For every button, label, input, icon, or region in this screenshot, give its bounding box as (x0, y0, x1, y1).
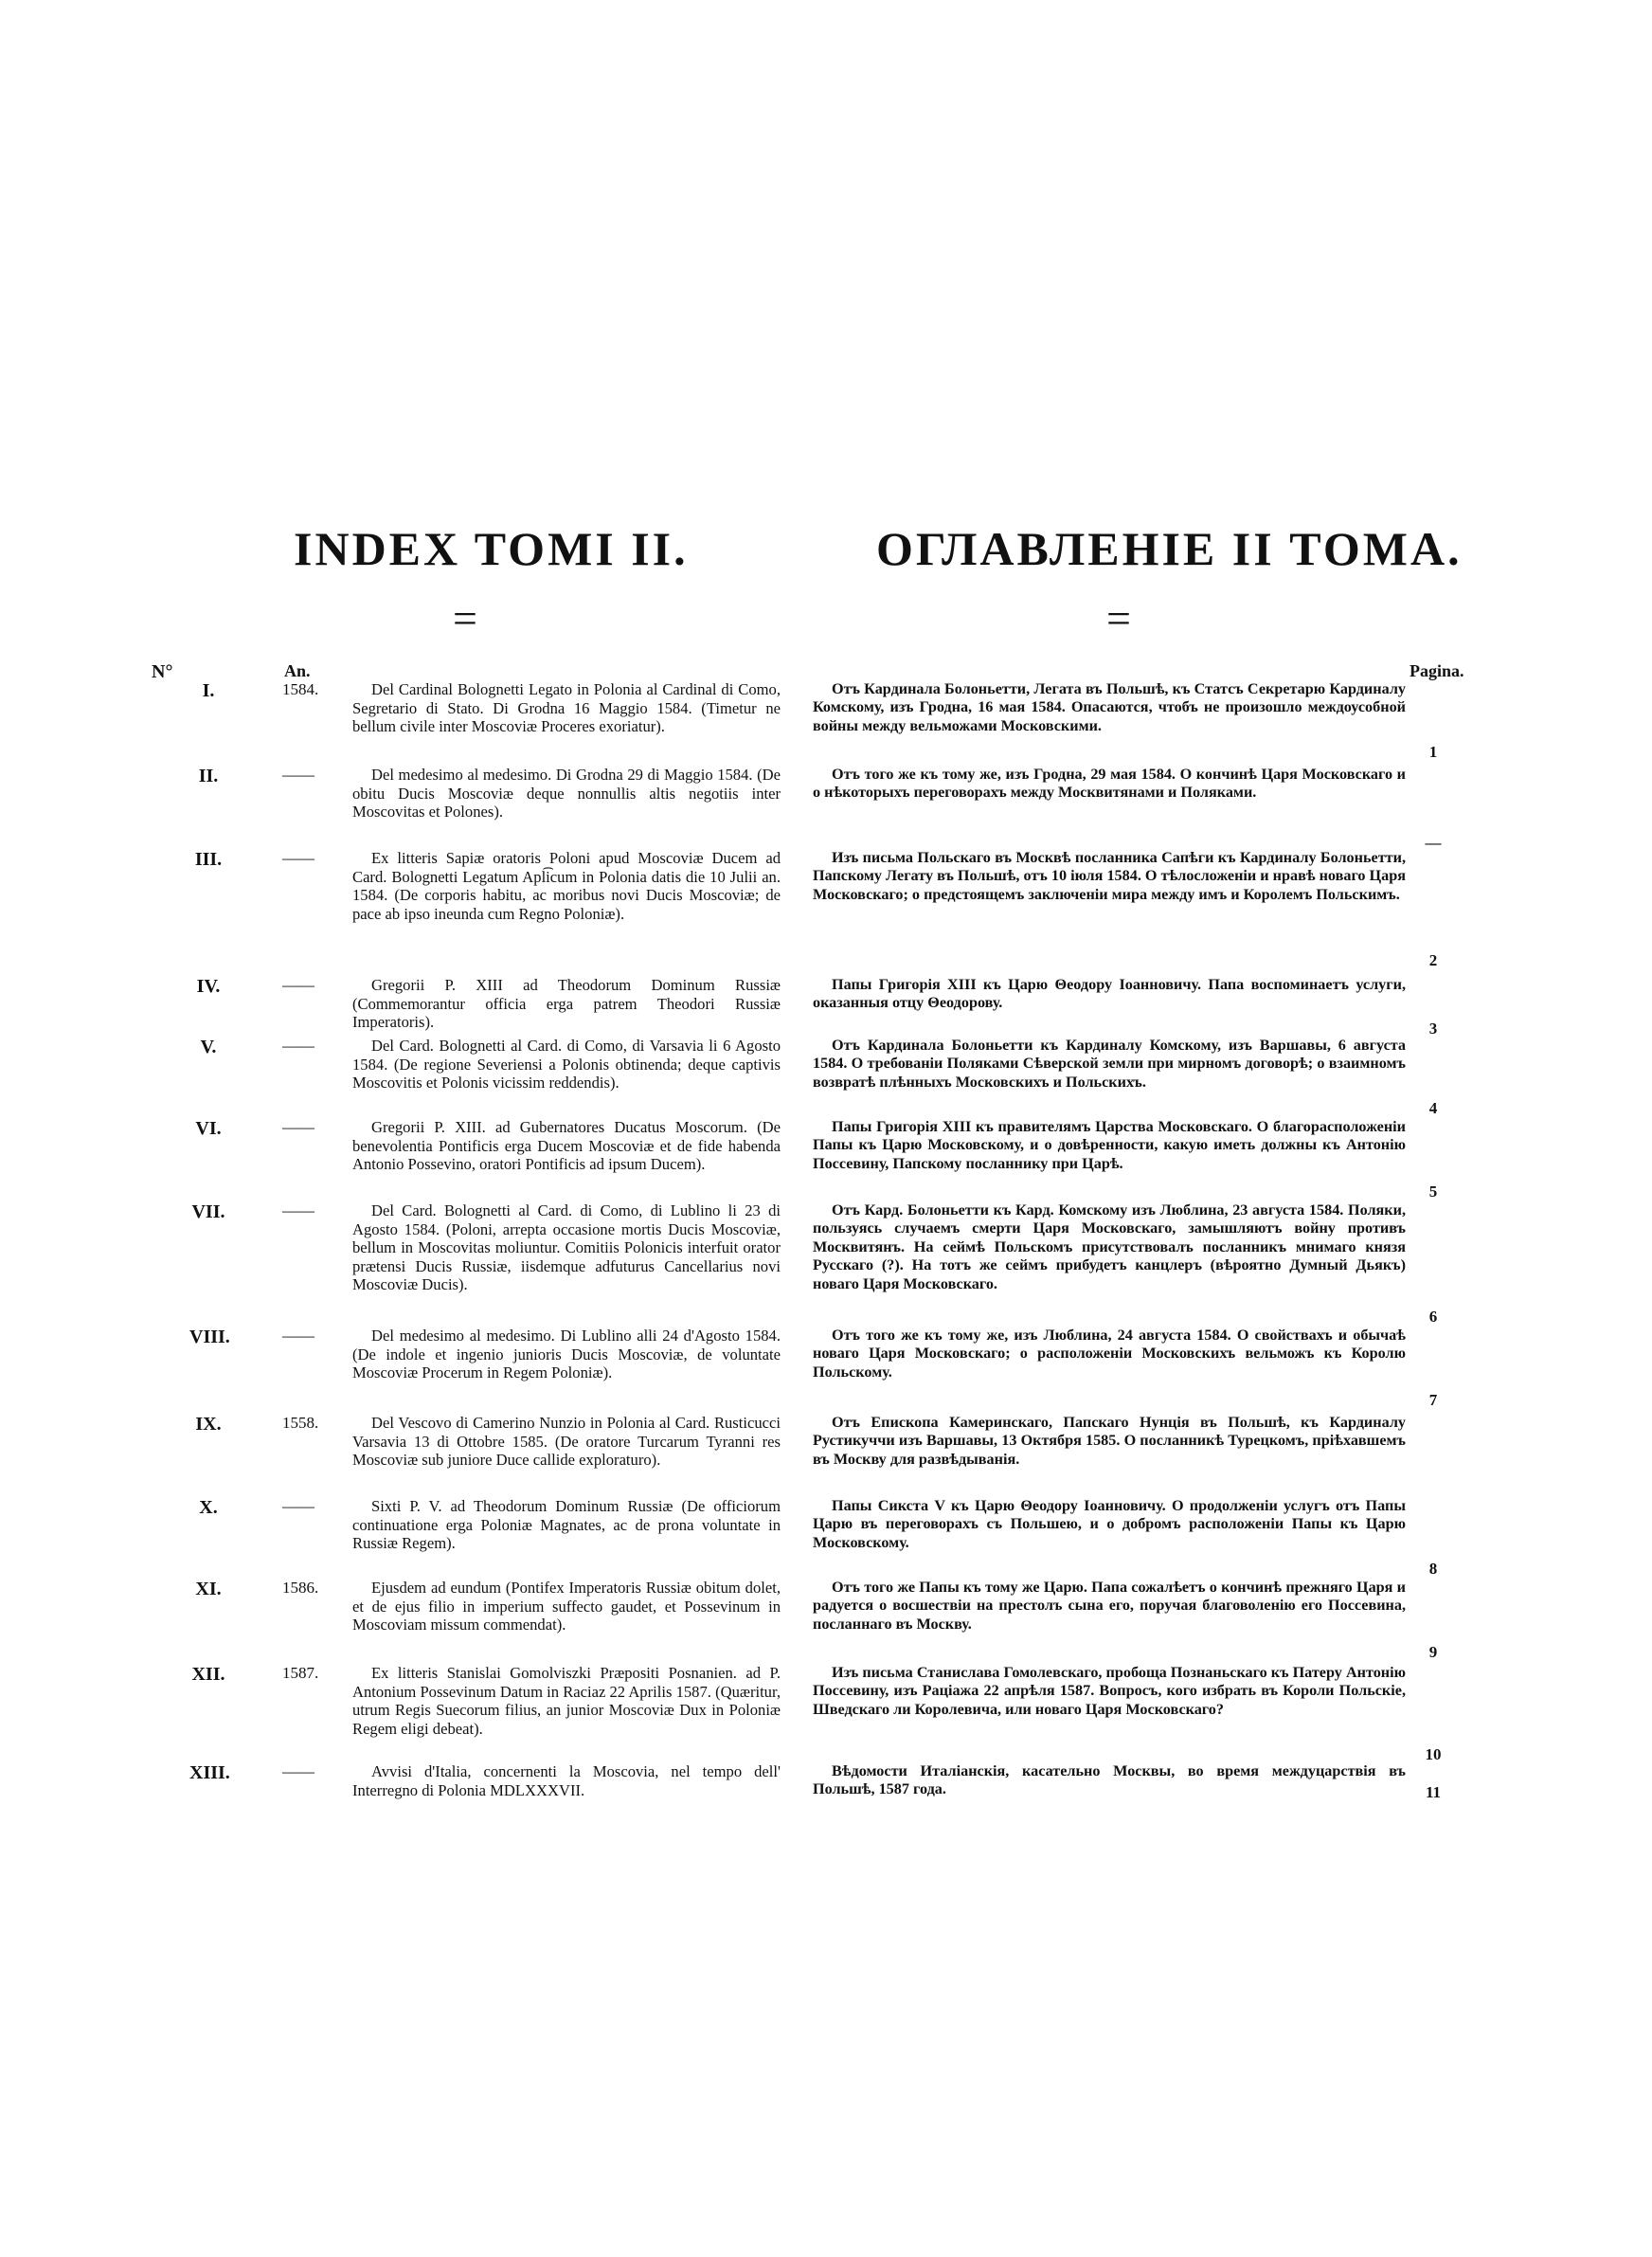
separator-right: = (1106, 594, 1131, 642)
entry-latin: Gregorii P. XIII. ad Gubernatores Ducatus Moscorum. (De benevolentia Pontificis erga Ducem Moscoviæ et de fide habenda Antonio Possevino, oratori Pontificis ad ipsum Ducem). (352, 1118, 781, 1174)
entry-number: V. (200, 1037, 217, 1057)
entry-year: 1586. (282, 1579, 319, 1597)
entry-latin: Sixti P. V. ad Theodorum Dominum Russiæ (De officiorum continuatione erga Poloniæ Magnates, ac de prona voluntate in Russiæ Regem). (352, 1497, 781, 1553)
title-latin: INDEX TOMI II. (294, 522, 689, 575)
entry-year: —— (282, 1762, 314, 1780)
entry-year: —— (282, 976, 314, 994)
entry-russian: Папы Григорія XIII къ правителямъ Царства Московскаго. О благорасположеніи Папы къ Царю Московскому, и о довѣренности, какую иметь должны къ Антонію Поссевину, Папскому посланнику при Царѣ. (813, 1118, 1406, 1172)
entry-latin: Gregorii P. XIII ad Theodorum Dominum Russiæ (Commemorantur officia erga patrem Theodori Russiæ Imperatoris). (352, 976, 781, 1032)
entry-russian: Отъ того же къ тому же, изъ Гродна, 29 мая 1584. О кончинѣ Царя Московскаго и о нѣкоторыхъ переговорахъ между Москвитянами и Поляками. (813, 766, 1406, 802)
entry-russian: Вѣдомости Италіанскія, касательно Москвы, во время междуцарствія въ Польшѣ, 1587 года. (813, 1762, 1406, 1798)
entry-page: — (1425, 834, 1442, 852)
entry-russian: Изъ письма Станислава Гомолевскаго, пробоща Познаньскаго къ Патеру Антонію Поссевину, изъ Раціажа 22 апрѣля 1587. Вопросъ, кого избрать въ Короли Польскіе, Шведскаго ли Королевича, или новаго Царя Московскаго? (813, 1664, 1406, 1718)
entry-russian: Отъ того же Папы къ тому же Царю. Папа сожалѣетъ о кончинѣ прежняго Царя и радуется о восшествіи на престолъ сына его, поручая благоволенію его Поссевина, посланнаго въ Москву. (813, 1579, 1406, 1633)
entry-number: XI. (195, 1579, 222, 1599)
entry-latin: Ejusdem ad eundum (Pontifex Imperatoris Russiæ obitum dolet, et de ejus filio in imperium suffecto gaudet, et Possevinum in Moscoviam missum commendat). (352, 1579, 781, 1634)
entry-latin: Del medesimo al medesimo. Di Lublino alli 24 d'Agosto 1584. (De indole et ingenio junioris Ducis Moscoviæ, de voluntate Moscoviæ Procerum in Regem Poloniæ). (352, 1327, 781, 1382)
entry-russian: Изъ письма Польскаго въ Москвѣ посланника Сапѣги къ Кардиналу Болоньетти, Папскому Легату въ Польшѣ, отъ 10 іюля 1584. О тѣлосложеніи и нравѣ новаго Царя Московскаго; о предстоящемъ заключеніи мира между имъ и Королемъ Польскимъ. (813, 849, 1406, 903)
entry-russian: Отъ Кардинала Болоньетти къ Кардиналу Комскому, изъ Варшавы, 6 августа 1584. О требованіи Поляками Сѣверской земли при мирномъ договорѣ; о взаимномъ возвратѣ плѣнныхъ Московскихъ и Польскихъ. (813, 1037, 1406, 1091)
entry-number: I. (202, 680, 215, 701)
entry-page: 7 (1428, 1391, 1438, 1409)
entry-year: 1587. (282, 1664, 319, 1682)
entry-year: 1584. (282, 680, 319, 698)
entry-page: 3 (1428, 1020, 1438, 1038)
entry-latin: Del Vescovo di Camerino Nunzio in Polonia al Card. Rusticucci Varsavia 13 di Ottobre 1585. (De oratore Turcarum Tyranni res Moscoviæ sub juniore Duce callide exploraturo). (352, 1414, 781, 1470)
entry-year: —— (282, 1201, 314, 1219)
entry-number: II. (198, 766, 219, 786)
entry-page: 6 (1428, 1308, 1438, 1326)
entry-latin: Ex litteris Stanislai Gomolviszki Præpositi Posnanien. ad P. Antonium Possevinum Datum in Raciaz 22 Aprilis 1587. (Quæritur, utrum Regis Suecorum filius, an junior Moscoviæ Dux in Poloniæ Regem eligi debeat). (352, 1664, 781, 1738)
entry-number: VII. (191, 1201, 225, 1222)
entry-number: III. (194, 849, 223, 870)
entry-page: 5 (1428, 1183, 1438, 1201)
entry-number: X. (199, 1497, 218, 1518)
entry-russian: Папы Сикста V къ Царю Θеодору Іоанновичу. О продолженіи услугъ отъ Папы Царю въ переговорахъ съ Польшею, и о добромъ расположеніи Папы къ Царю Московскому. (813, 1497, 1406, 1551)
entry-latin: Del medesimo al medesimo. Di Grodna 29 di Maggio 1584. (De obitu Ducis Moscoviæ deque nonnullis altis negotiis inter Moscovitas et Polones). (352, 766, 781, 822)
entry-year: —— (282, 766, 314, 784)
entry-page: 9 (1428, 1643, 1438, 1661)
entry-year: —— (282, 1037, 314, 1055)
header-anno: An. (284, 661, 311, 680)
entry-number: VIII. (189, 1327, 230, 1347)
entry-latin: Del Card. Bolognetti al Card. di Como, di Varsavia li 6 Agosto 1584. (De regione Severiensi a Polonis obtinenda; deque captivis Moscovitis et Polonis vicissim reddendis). (352, 1037, 781, 1092)
entry-latin: Ex litteris Sapiæ oratoris Poloni apud Moscoviæ Ducem ad Card. Bolognetti Legatum Apl͡icum in Polonia datis die 10 Julii an. 1584. (De corporis habitu, ac moribus novi Ducis Moscoviæ; de pace ab ipso ineunda cum Regno Poloniæ). (352, 849, 781, 923)
entry-page: 1 (1428, 743, 1438, 761)
entry-latin: Del Card. Bolognetti al Card. di Como, di Lublino li 23 di Agosto 1584. (Poloni, arrepta occasione mortis Ducis Moscoviæ, bellum in Moscovitas moliuntur. Comitiis Polonicis interfuit orator prætensi Ducis Russiæ, iisdemque adfuturus Cancellarius novi Moscoviæ Ducis). (352, 1201, 781, 1294)
entry-year: —— (282, 849, 314, 867)
entry-number: XII. (191, 1664, 225, 1685)
entry-latin: Del Cardinal Bolognetti Legato in Polonia al Cardinal di Como, Segretario di Stato. Di Grodna 16 Maggio 1584. (Timetur ne bellum civile inter Moscoviæ Proceres exoriatur). (352, 680, 781, 736)
separator-left: = (453, 594, 477, 642)
entry-page: 4 (1428, 1099, 1438, 1117)
entry-page: 2 (1428, 951, 1438, 969)
header-no: N° (152, 661, 173, 682)
entry-number: VI. (195, 1118, 222, 1139)
entry-year: —— (282, 1327, 314, 1345)
title-russian: ОГЛАВЛЕНІЕ II ТОМА. (876, 522, 1463, 575)
entry-russian: Отъ Епископа Камеринскаго, Папскаго Нунція въ Польшѣ, къ Кардиналу Рустикуччи изъ Варшавы, 13 Октября 1585. О посланникѣ Турецкомъ, пріѣхавшемъ въ Москву для развѣдыванія. (813, 1414, 1406, 1468)
entry-page: 8 (1428, 1560, 1438, 1578)
entry-russian: Папы Григорія XIII къ Царю Θеодору Іоанновичу. Папа воспоминаетъ услуги, оказанныя отцу Θеодорову. (813, 976, 1406, 1012)
entry-year: —— (282, 1497, 314, 1515)
entry-page: 10 (1425, 1745, 1442, 1763)
entry-russian: Отъ Кардинала Болоньетти, Легата въ Польшѣ, къ Статсъ Секретарю Кардиналу Комскому, изъ Гродна, 16 мая 1584. Опасаются, чтобъ не произошло междоусобной войны между вельможами Московскими. (813, 680, 1406, 734)
entry-page: 11 (1425, 1783, 1442, 1801)
entry-year: 1558. (282, 1414, 319, 1432)
header-pagina: Pagina. (1410, 661, 1464, 680)
entry-number: IX. (195, 1414, 222, 1435)
entry-russian: Отъ того же къ тому же, изъ Люблина, 24 августа 1584. О свойствахъ и обычаѣ новаго Царя Московскаго; о расположеніи Московскихъ вельможъ къ Королю Польскому. (813, 1327, 1406, 1381)
entry-latin: Avvisi d'Italia, concernenti la Moscovia, nel tempo dell' Interregno di Polonia MDLXXXVII. (352, 1762, 781, 1799)
entry-number: IV. (196, 976, 221, 997)
entry-number: XIII. (189, 1762, 230, 1783)
entry-russian: Отъ Кард. Болоньетти къ Кард. Комскому изъ Люблина, 23 августа 1584. Поляки, пользуясь случаемъ смерти Царя Московскаго, замышляютъ войну противъ Москвитянъ. На сеймѣ Польскомъ присутствовалъ посланникъ мнимаго князя Русскаго (?). На тотъ же сеймъ прибудетъ канцлеръ (вѣроятно Думный Дьякъ) новаго Царя Московскаго. (813, 1201, 1406, 1292)
entry-year: —— (282, 1118, 314, 1136)
